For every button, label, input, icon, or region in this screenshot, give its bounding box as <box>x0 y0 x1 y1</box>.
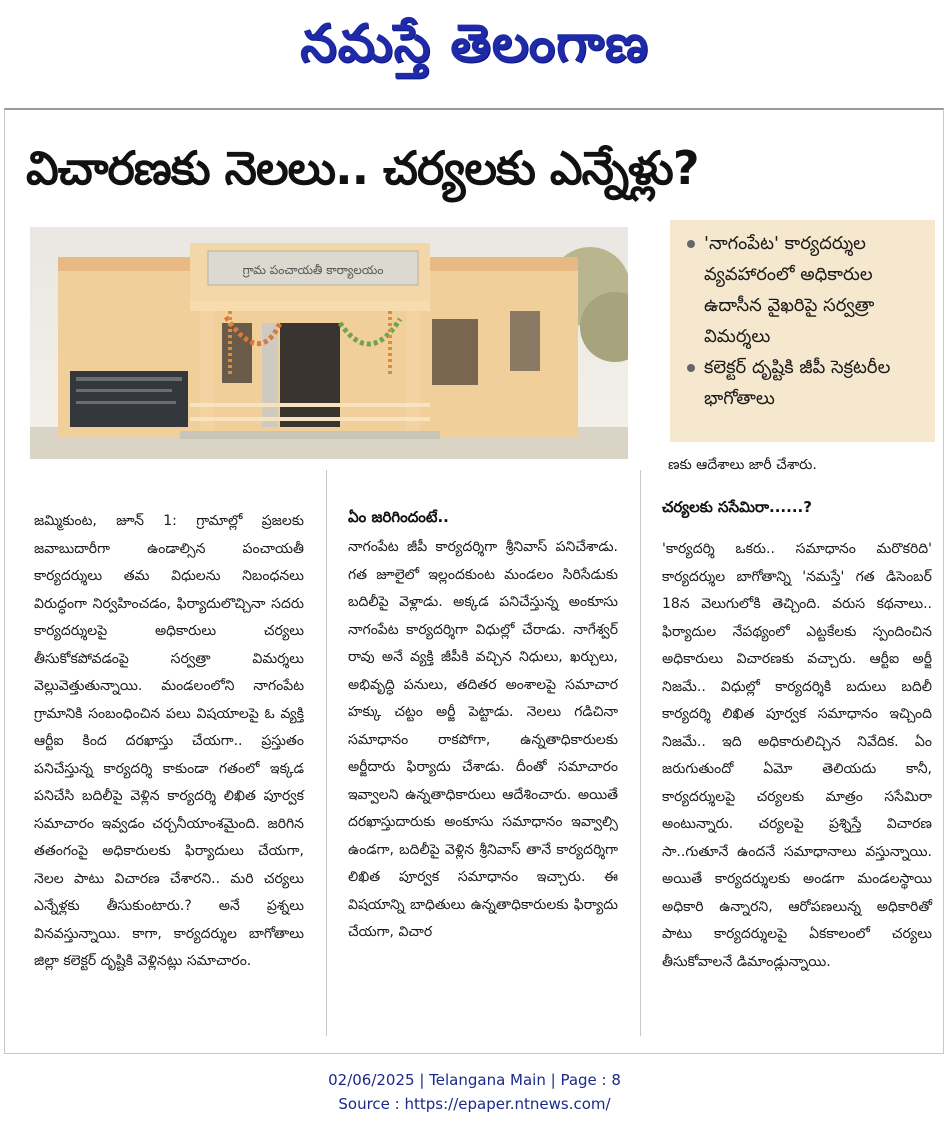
article-column-1 <box>34 508 304 976</box>
article-column-3 <box>662 536 932 976</box>
masthead <box>0 0 949 100</box>
column2-subheading: ఏం జరిగిందంటే.. <box>348 508 449 526</box>
column-divider <box>640 470 641 1036</box>
footer-source-link[interactable]: Source : https://epaper.ntnews.com/ <box>338 1095 611 1113</box>
building-photo <box>30 227 628 459</box>
column3-subheading: చర్యలకు ససేమిరా......? <box>662 498 812 516</box>
highlight-item: 'నాగంపేట' కార్యదర్శుల వ్యవహారంలో అధికారుల ఉదాసీన వైఖరిపై సర్వత్రా విమర్శలు <box>704 228 925 352</box>
masthead-logo: నమస్తే తెలంగాణ <box>300 13 649 74</box>
paragraph: 'కార్యదర్శి ఒకరు.. సమాధానం మరొకరిది' కార్యదర్శుల బాగోతాన్ని 'నమస్తే' గత డిసెంబర్ 18న వెలుగులోకి తెచ్చింది. వరుస కథనాలు.. ఫిర్యాదుల నేపథ్యంలో ఎట్టకేలకు స్పందించిన అధికారులు విచారణకు వచ్చారు. ఆర్టీఐ అర్జీ నిజమే.. విధుల్లో కార్యదర్శికి బదులు బదిలీ కార్యదర్శి లిఖిత పూర్వక సమాధానం ఇచ్చింది నిజమే.. ఇది అధికారులిచ్చిన నివేదిక. ఏం జరుగుతుందో ఏమో తెలియదు కానీ, కార్యదర్శులపై చర్యలకు మాత్రం ససేమిరా అంటున్నారు. చర్యలపై ప్రశ్నిస్తే విచారణ సా..గుతూనే ఉందనే సమాధానాలు వస్తున్నాయి. అయితే కార్యదర్శులకు అండగా మండలస్థాయి అధికారి ఉన్నారని, ఆరోపణలున్న అధికారితో పాటు కార్యదర్శులపై ఏకకాలంలో చర్యలు తీసుకోవాలనే డిమాండ్లున్నాయి. <box>662 541 932 970</box>
footer-edition: 02/06/2025 | Telangana Main | Page : 8 <box>328 1071 621 1089</box>
paragraph: నాగంపేట జీపీ కార్యదర్శిగా శ్రీనివాస్ పనిచేశాడు. గత జూలైలో ఇల్లందకుంట మండలం సిరిసేడుకు బదిలీపై వెళ్లాడు. అక్కడ పనిచేస్తున్న అంకూసు నాగంపేట కార్యదర్శిగా విధుల్లో చేరాడు. నాగేశ్వర్ రావు అనే వ్యక్తి జీపీకి వచ్చిన నిధులు, ఖర్చులు, అభివృద్ధి పనులు, తదితర అంశాలపై సమాచార హక్కు చట్టం అర్జీ పెట్టాడు. నెలలు గడిచినా సమాధానం రాకపోగా, ఉన్నతాధికారులకు అర్జీదారు ఫిర్యాదు చేశాడు. దీంతో సమాచారం ఇవ్వాలని ఉన్నతాధికారులు ఆదేశించారు. అయితే దరఖాస్తుదారుకు అంకూసు సమాధానం ఇవ్వాల్సి ఉండగా, బదిలీపై వెళ్లిన శ్రీనివాస్ తానే కార్యదర్శిగా లిఖిత పూర్వక సమాధానం ఇచ్చారు. ఈ విషయాన్ని బాధితులు ఉన్నతాధికారులకు ఫిర్యాదు చేయగా, విచార <box>348 539 618 940</box>
news-photo <box>30 227 628 459</box>
headline: విచారణకు నెలలు.. చర్యలకు ఎన్నేళ్లు? <box>26 141 699 195</box>
highlight-item: కలెక్టర్ దృష్టికి జీపీ సెక్రటరీల భాగోతాలు <box>704 352 925 414</box>
footer <box>0 1068 949 1116</box>
signboard-text: గ్రామ పంచాయతీ కార్యాలయం <box>242 263 384 277</box>
column-divider <box>326 470 327 1036</box>
highlights-box <box>670 220 935 442</box>
column3-continuation: ణకు ఆదేశాలు జారీ చేశారు. <box>668 457 817 473</box>
highlights-list <box>684 228 925 414</box>
article-column-2 <box>348 534 618 947</box>
paragraph: జమ్మికుంట, జూన్ 1: గ్రామాల్లో ప్రజలకు జవాబుదారీగా ఉండాల్సిన పంచాయతీ కార్యదర్శులు తమ విధులను నిబంధనలు విరుద్ధంగా నిర్వహించడం, ఫిర్యాదులొచ్చినా సదరు కార్యదర్శులపై అధికారులు చర్యలు తీసుకోకపోవడంపై సర్వత్రా విమర్శలు వెల్లువెత్తుతున్నాయి. మండలంలోని నాగంపేట గ్రామానికి సంబంధించిన పలు విషయాలపై ఓ వ్యక్తి ఆర్టీఐ కింద దరఖాస్తు చేయగా.. ప్రస్తుతం పనిచేస్తున్న కార్యదర్శి కాకుండా గతంలో ఇక్కడ పనిచేసి బదిలీపై వెళ్లిన కార్యదర్శి లిఖిత పూర్వక సమాచారం ఇవ్వడం చర్చనీయాంశమైంది. జరిగిన తతంగంపై అధికారులకు ఫిర్యాదులు చేయగా, నెలల పాటు విచారణ చేశారని.. మరి చర్యలు ఎన్నేళ్లకు తీసుకుంటారు.? అనే ప్రశ్నలు వినవస్తున్నాయి. కాగా, కార్యదర్శుల బాగోతాలు జిల్లా కలెక్టర్ దృష్టికి వెళ్లినట్లు సమాచారం. <box>34 513 304 969</box>
